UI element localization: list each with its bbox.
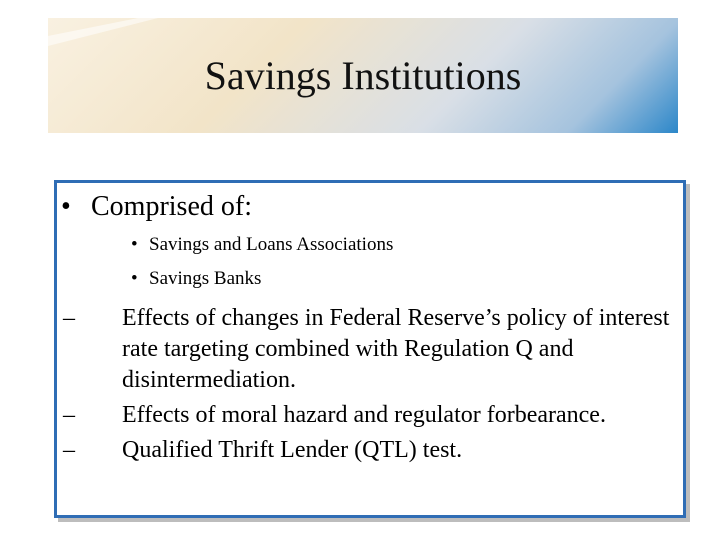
- sub-bullet-text: Savings and Loans Associations: [149, 234, 394, 255]
- dash-point-item: [63, 400, 689, 431]
- dash-point-text: Qualified Thrift Lender (QTL) test.: [122, 437, 463, 463]
- dash-point-text: Effects of moral hazard and regulator forbearance.: [122, 402, 606, 428]
- bullet-text: Comprised of:: [91, 191, 252, 222]
- dash-marker: –: [63, 402, 75, 428]
- dash-point-list: [63, 303, 689, 470]
- content-box: [54, 180, 686, 518]
- sub-bullet-text: Savings Banks: [149, 268, 262, 289]
- dash-point-item: [63, 435, 689, 466]
- dash-marker: –: [63, 437, 75, 463]
- sub-bullet-marker: •: [131, 234, 138, 255]
- dash-point-item: [63, 303, 689, 396]
- bullet-comprised-of: [61, 191, 252, 223]
- slide-title: Savings Institutions: [204, 53, 522, 98]
- dash-point-text: Effects of changes in Federal Reserve’s policy of interest rate targeting combined with Regulation Q and disintermediation.: [122, 305, 670, 393]
- sub-bullet-list: [131, 233, 393, 301]
- dash-marker: –: [63, 305, 75, 331]
- sub-bullet-item: [131, 267, 393, 301]
- sub-bullet-marker: •: [131, 268, 138, 289]
- bullet-marker: •: [61, 191, 71, 222]
- sub-bullet-item: [131, 233, 393, 267]
- title-banner: [48, 18, 678, 133]
